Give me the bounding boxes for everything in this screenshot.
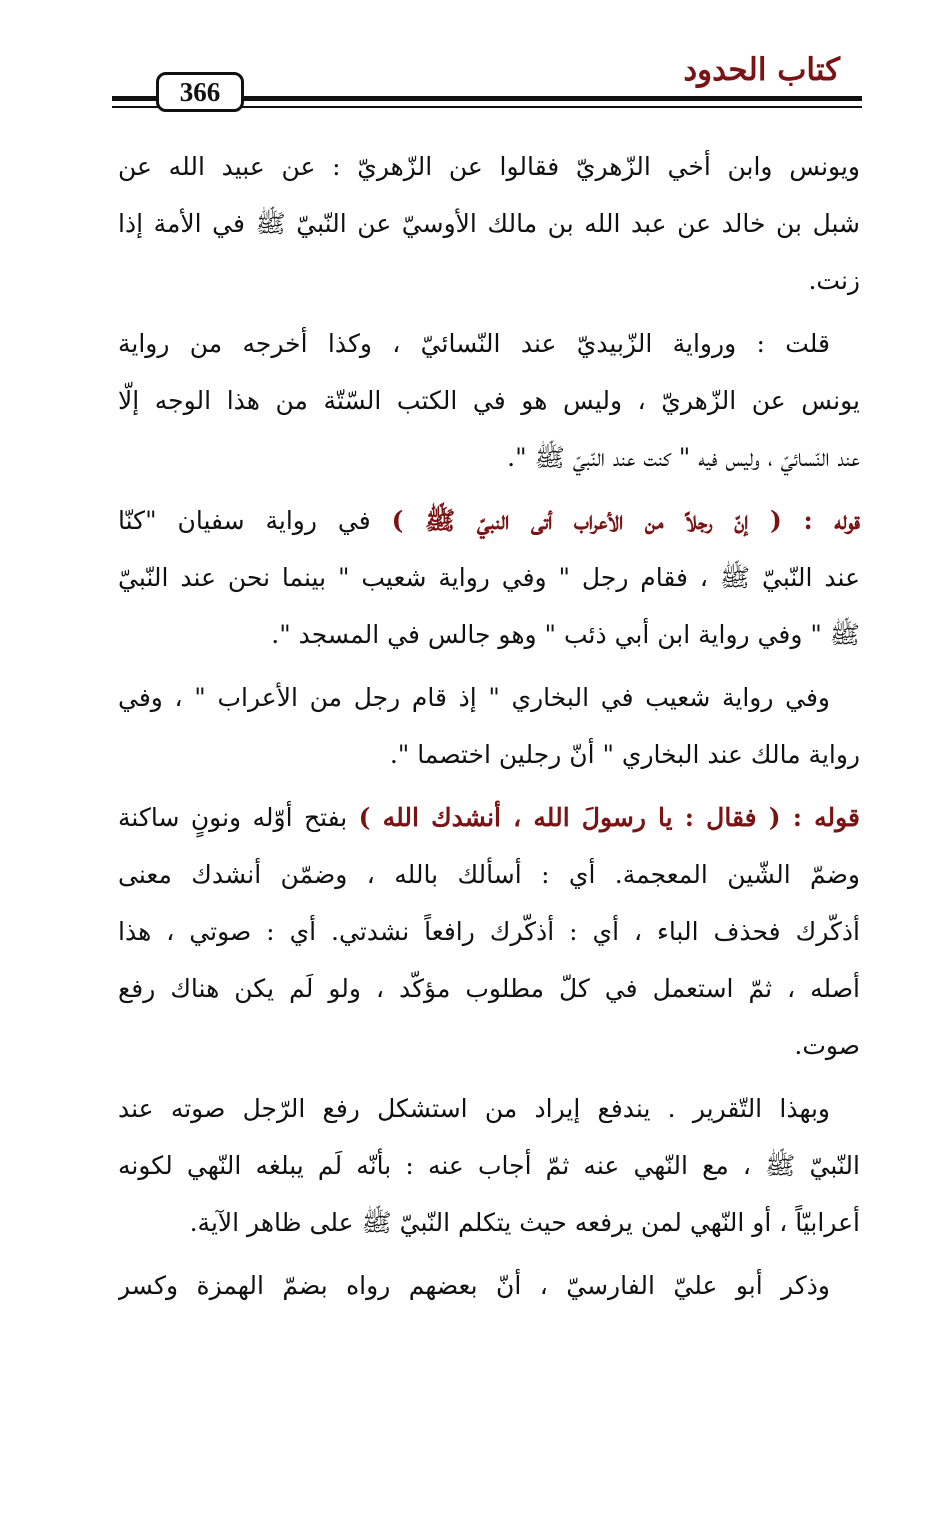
text-line (118, 669, 860, 726)
text-line (118, 195, 860, 252)
page-body (118, 138, 860, 1314)
text-line (118, 1194, 860, 1251)
text-line (118, 846, 860, 903)
line-text: زنت. (808, 266, 860, 295)
line-text: شبل بن خالد عن عبد الله بن مالك الأوسيّ عن النّبيّ ﷺ في الأمة إذا (118, 209, 860, 238)
text-line (118, 372, 860, 429)
text-line (118, 429, 860, 486)
line-text: بفتح أوّله ونونٍ ساكنة (118, 803, 359, 832)
line-text: يونس عن الزّهريّ ، وليس هو في الكتب السّتّة من هذا الوجه إلّا (118, 386, 860, 415)
text-line (118, 492, 860, 549)
line-text: عند النّسائيّ ، وليس فيه " كنت عند النّبيّ ﷺ ". (507, 443, 860, 472)
line-text: وذكر أبو عليّ الفارسيّ ، أنّ بعضهم رواه بضمّ الهمزة وكسر (118, 1271, 830, 1300)
text-line (118, 138, 860, 195)
text-line (118, 789, 860, 846)
page-header (112, 50, 862, 120)
text-line (118, 252, 860, 309)
quoted-matn: قوله : ( فقال : يا رسولَ الله ، أنشدك الله ) (358, 803, 860, 832)
line-text: صوت. (794, 1031, 860, 1060)
text-line (118, 726, 860, 783)
line-text: ﷺ " وفي رواية ابن أبي ذئب " وهو جالس في المسجد ". (271, 620, 860, 649)
line-text: وبهذا التّقرير . يندفع إيراد من استشكل رفع الرّجل صوته عند (118, 1094, 830, 1123)
text-line (118, 903, 860, 960)
text-line (118, 1137, 860, 1194)
line-text: أعرابيّاً ، أو النّهي لمن يرفعه حيث يتكلم النّبيّ ﷺ على ظاهر الآية. (189, 1208, 860, 1237)
line-text: قلت : ورواية الزّبيديّ عند النّسائيّ ، وكذا أخرجه من رواية (118, 329, 830, 358)
text-line (118, 606, 860, 663)
line-text: وفي رواية شعيب في البخاري " إذ قام رجل من الأعراب " ، وفي (118, 683, 830, 712)
line-text: أصله ، ثمّ استعمل في كلّ مطلوب مؤكّد ، ولو لَم يكن هناك رفع (118, 974, 860, 1003)
text-line (118, 1017, 860, 1074)
text-line (118, 1257, 860, 1314)
line-text: وضمّ الشّين المعجمة. أي : أسألك بالله ، وضمّن أنشدك معنى (118, 860, 860, 889)
line-text: عند النّبيّ ﷺ ، فقام رجل " وفي رواية شعيب " بينما نحن عند النّبيّ (118, 563, 860, 592)
line-text: في رواية سفيان "كنّا (118, 506, 392, 535)
page-number: 366 (156, 72, 244, 112)
book-title: كتاب الحدود (683, 52, 840, 88)
text-line (118, 549, 860, 606)
text-line (118, 1080, 860, 1137)
text-line (118, 315, 860, 372)
line-text: رواية مالك عند البخاري " أنّ رجلين اختصما ". (389, 740, 860, 769)
quoted-matn: قوله : ( إنّ رجلاً من الأعراب أتى النبيّ ﷺ ) (391, 506, 860, 535)
text-line (118, 960, 860, 1017)
line-text: أذكّرك فحذف الباء ، أي : أذكّرك رافعاً نشدتي. أي : صوتي ، هذا (118, 917, 860, 946)
line-text: ويونس وابن أخي الزّهريّ فقالوا عن الزّهريّ : عن عبيد الله عن (118, 152, 860, 181)
line-text: النّبيّ ﷺ ، مع النّهي عنه ثمّ أجاب عنه : بأنّه لَم يبلغه النّهي لكونه (118, 1151, 860, 1180)
